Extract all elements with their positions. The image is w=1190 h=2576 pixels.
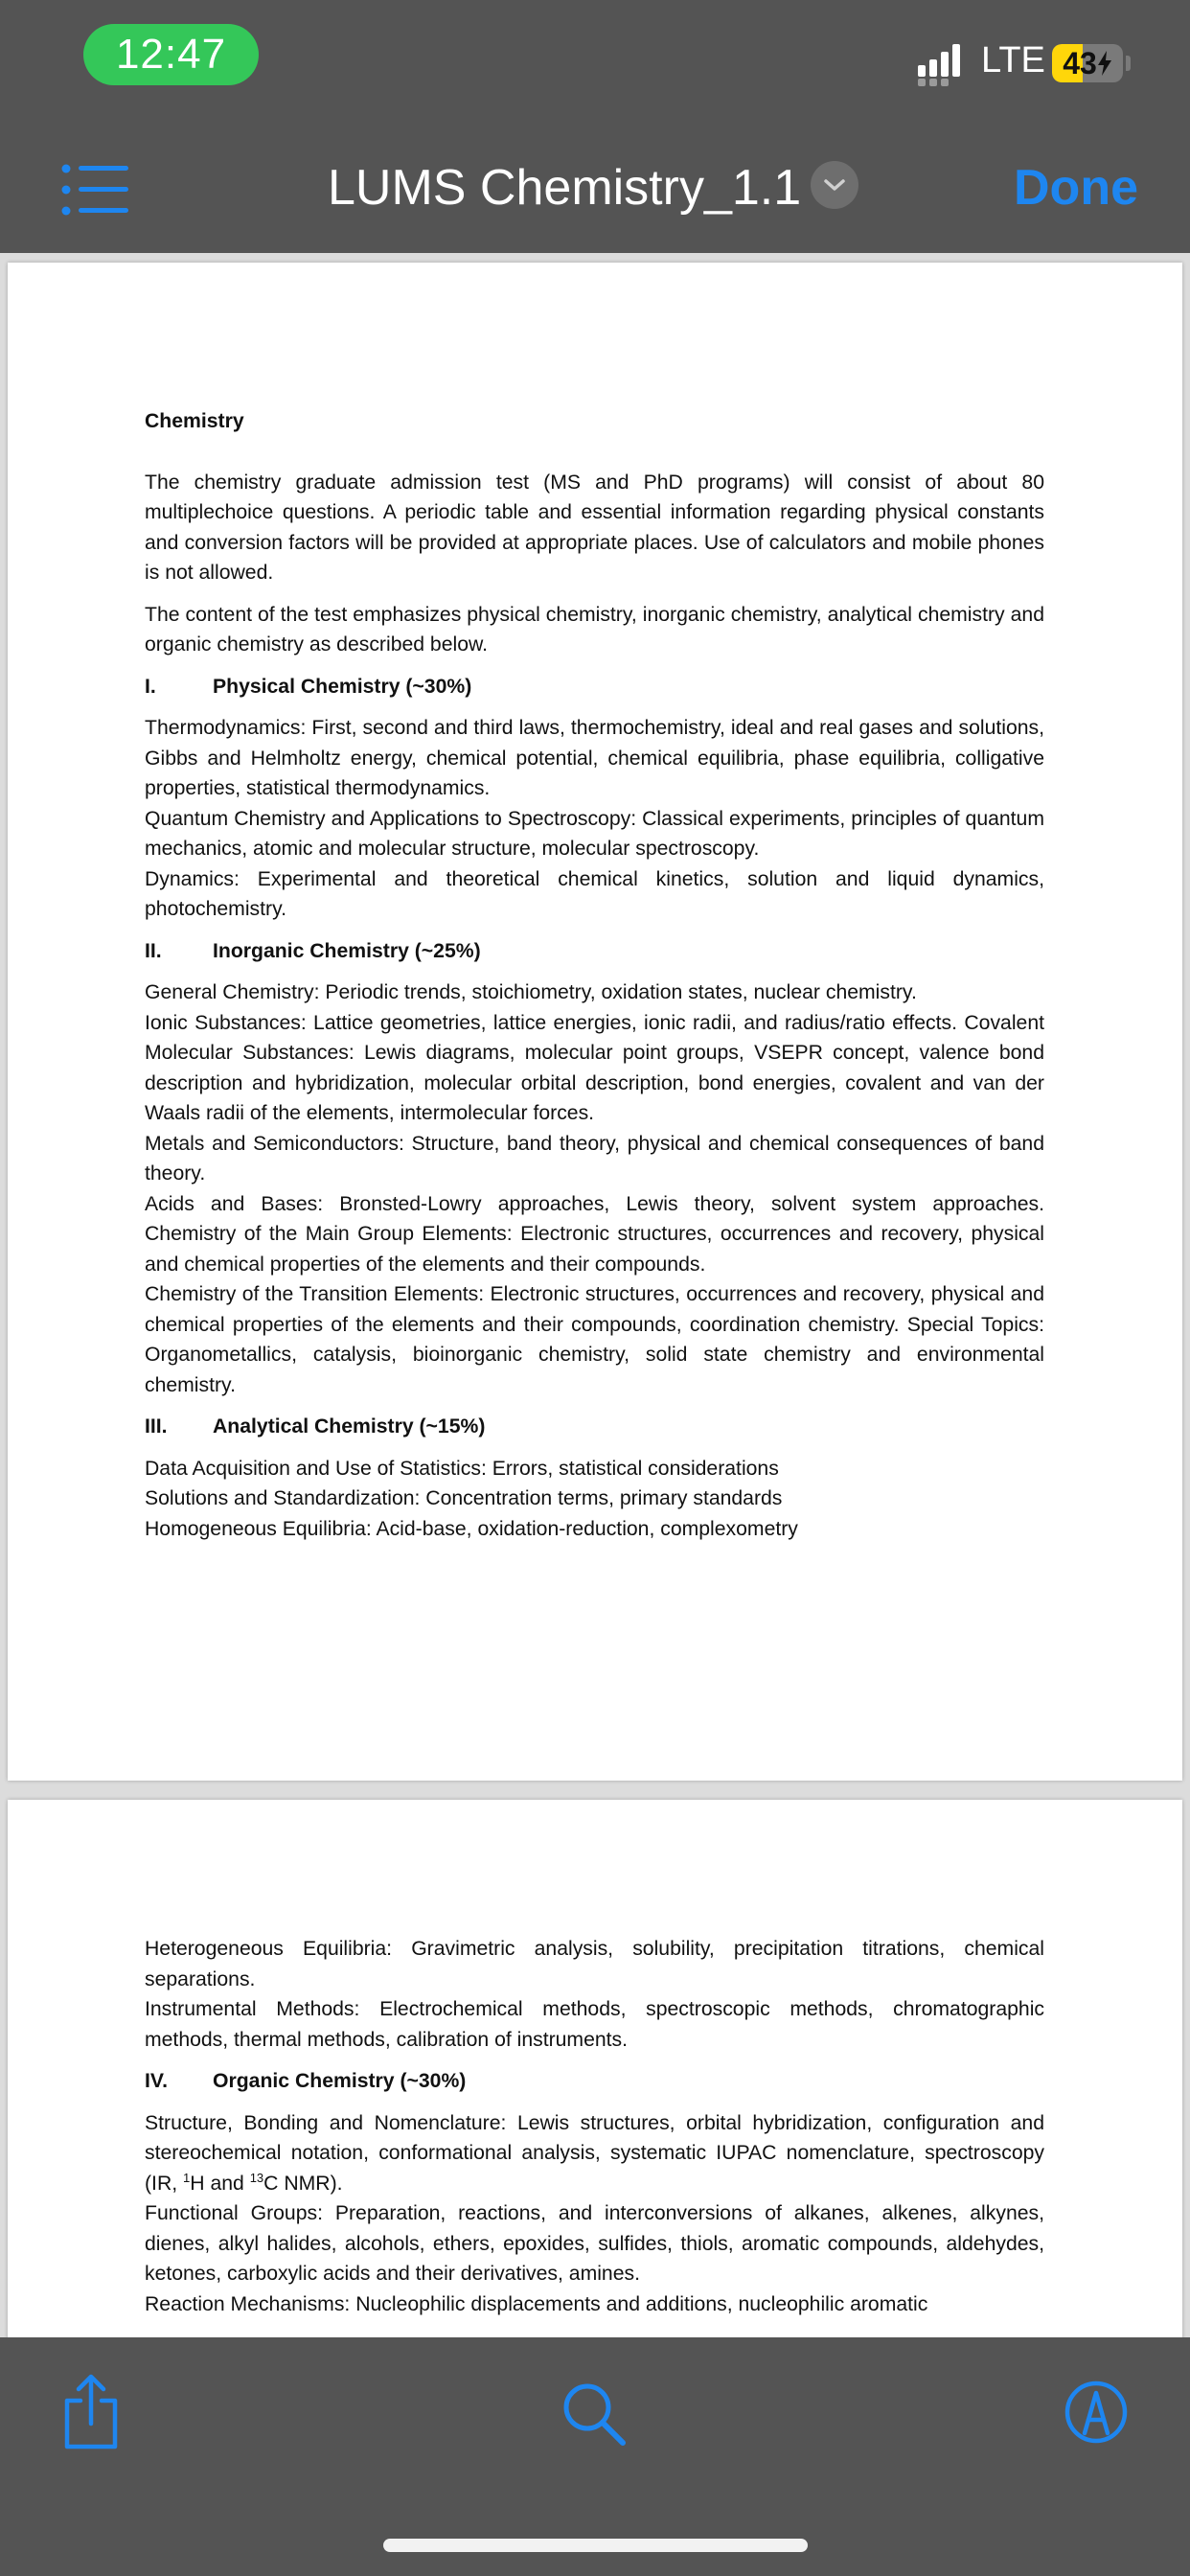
text-run: Structure, Bonding and Nomenclature: Lewis structures, orbital hybridization, configuration and stereochemical notation, conformational analysis, systematic IUPAC nomenclature, spectroscopy (IR, bbox=[145, 2111, 1044, 2195]
paragraph-structure-bonding bbox=[145, 2108, 1044, 2199]
chevron-down-icon[interactable] bbox=[811, 161, 858, 209]
paragraph-acids-bases: Acids and Bases: Bronsted-Lowry approaches, Lewis theory, solvent system approaches. Chemistry of the Main Group Elements: Electronic structures, occurrences and recovery, physical and chemical properties of the elements and their compounds. bbox=[145, 1192, 1044, 1276]
page-1-content bbox=[145, 406, 1044, 1544]
section-number: II. bbox=[145, 939, 162, 962]
section-heading-organic bbox=[145, 2066, 1044, 2097]
superscript: 1 bbox=[183, 2170, 191, 2185]
paragraph-functional-groups: Functional Groups: Preparation, reactions, and interconversions of alkanes, alkenes, alkynes, dienes, alkyl halides, alcohols, ethers, epoxides, sulfides, thiols, aromatic compounds, aldehydes, ketones, carboxylic acids and their derivatives, amines. bbox=[145, 2202, 1044, 2285]
paragraph-ionic-substances: Ionic Substances: Lattice geometries, lattice energies, ionic radii, and radius/ratio effects. Covalent Molecular Substances: Lewis diagrams, molecular point groups, VSEPR concept, valence bond description and hybridization, molecular orbital description, bond energies, covalent and van der Waals radii of the elements, intermolecular forces. bbox=[145, 1011, 1044, 1124]
search-icon[interactable] bbox=[561, 2381, 627, 2447]
charging-bolt-icon bbox=[1097, 51, 1112, 76]
done-button[interactable]: Done bbox=[1014, 160, 1138, 216]
nav-bar bbox=[0, 125, 1190, 253]
section-title: Organic Chemistry (~30%) bbox=[213, 2070, 467, 2092]
pdf-page-1 bbox=[8, 263, 1182, 1781]
home-indicator[interactable] bbox=[383, 2539, 808, 2552]
paragraph-homogeneous: Homogeneous Equilibria: Acid-base, oxidation-reduction, complexometry bbox=[145, 1517, 798, 1540]
section-heading-inorganic bbox=[145, 936, 1044, 967]
section-title: Analytical Chemistry (~15%) bbox=[213, 1415, 486, 1438]
paragraph-quantum: Quantum Chemistry and Applications to Spectroscopy: Classical experiments, principles of quantum mechanics, atomic and molecular structure, molecular spectroscopy. bbox=[145, 807, 1044, 860]
section-number: IV. bbox=[145, 2070, 168, 2092]
section-number: I. bbox=[145, 675, 156, 698]
battery-icon bbox=[1052, 44, 1123, 82]
share-icon[interactable] bbox=[61, 2374, 121, 2450]
markup-icon[interactable] bbox=[1064, 2380, 1129, 2445]
status-bar bbox=[0, 0, 1190, 125]
paragraph-solutions: Solutions and Standardization: Concentration terms, primary standards bbox=[145, 1487, 783, 1509]
paragraph-thermodynamics: Thermodynamics: First, second and third laws, thermochemistry, ideal and real gases and solutions, Gibbs and Helmholtz energy, chemical potential, chemical equilibria, phase equilibria, colligative properties, statistical thermodynamics. bbox=[145, 717, 1044, 799]
battery-level bbox=[1052, 44, 1123, 82]
pdf-viewer[interactable] bbox=[0, 253, 1190, 2337]
intro-paragraph: The chemistry graduate admission test (MS and PhD programs) will consist of about 80 multiplechoice questions. A periodic table and essential information regarding physical constants and conversion factors will be provided at appropriate places. Use of calculators and mobile phones is not allowed. bbox=[145, 471, 1044, 584]
section-heading-analytical bbox=[145, 1412, 1044, 1442]
paragraph-instrumental: Instrumental Methods: Electrochemical methods, spectroscopic methods, chromatographic methods, thermal methods, calibration of instruments. bbox=[145, 1998, 1044, 2051]
section-title: Inorganic Chemistry (~25%) bbox=[213, 939, 481, 962]
battery-percent: 43 bbox=[1063, 45, 1097, 80]
text-run: C NMR). bbox=[263, 2172, 343, 2195]
table-of-contents-icon[interactable] bbox=[61, 163, 128, 217]
pdf-page-2 bbox=[8, 1800, 1182, 2337]
paragraph-dynamics: Dynamics: Experimental and theoretical chemical kinetics, solution and liquid dynamics, photochemistry. bbox=[145, 867, 1044, 920]
status-time[interactable]: 12:47 bbox=[83, 24, 259, 85]
paragraph-heterogeneous: Heterogeneous Equilibria: Gravimetric analysis, solubility, precipitation titrations, chemical separations. bbox=[145, 1938, 1044, 1990]
paragraph-transition-elements: Chemistry of the Transition Elements: Electronic structures, occurrences and recovery, physical and chemical properties of the elements and their compounds, coordination chemistry. Special Topics: Organometallics, catalysis, bioinorganic chemistry, solid state chemistry and environmental chemistry. bbox=[145, 1283, 1044, 1396]
document-heading: Chemistry bbox=[145, 410, 244, 432]
network-type: LTE bbox=[981, 40, 1045, 80]
battery-cap bbox=[1126, 56, 1131, 71]
section-number: III. bbox=[145, 1415, 168, 1438]
cellular-signal-icon bbox=[918, 44, 970, 82]
paragraph-general-chemistry: General Chemistry: Periodic trends, stoichiometry, oxidation states, nuclear chemistry. bbox=[145, 981, 917, 1003]
document-title[interactable]: LUMS Chemistry_1.1 bbox=[328, 160, 802, 216]
text-run: H and bbox=[190, 2172, 250, 2195]
section-heading-physical bbox=[145, 672, 1044, 702]
superscript: 13 bbox=[249, 2170, 264, 2185]
paragraph-reaction-mechanisms: Reaction Mechanisms: Nucleophilic displacements and additions, nucleophilic aromatic bbox=[145, 2292, 928, 2315]
paragraph-data-acquisition: Data Acquisition and Use of Statistics: Errors, statistical considerations bbox=[145, 1457, 779, 1480]
intro-paragraph-2: The content of the test emphasizes physical chemistry, inorganic chemistry, analytical chemistry and organic chemistry as described below. bbox=[145, 603, 1044, 656]
paragraph-metals: Metals and Semiconductors: Structure, band theory, physical and chemical consequences of band theory. bbox=[145, 1132, 1044, 1184]
page-2-content bbox=[145, 1934, 1044, 2319]
section-title: Physical Chemistry (~30%) bbox=[213, 675, 472, 698]
